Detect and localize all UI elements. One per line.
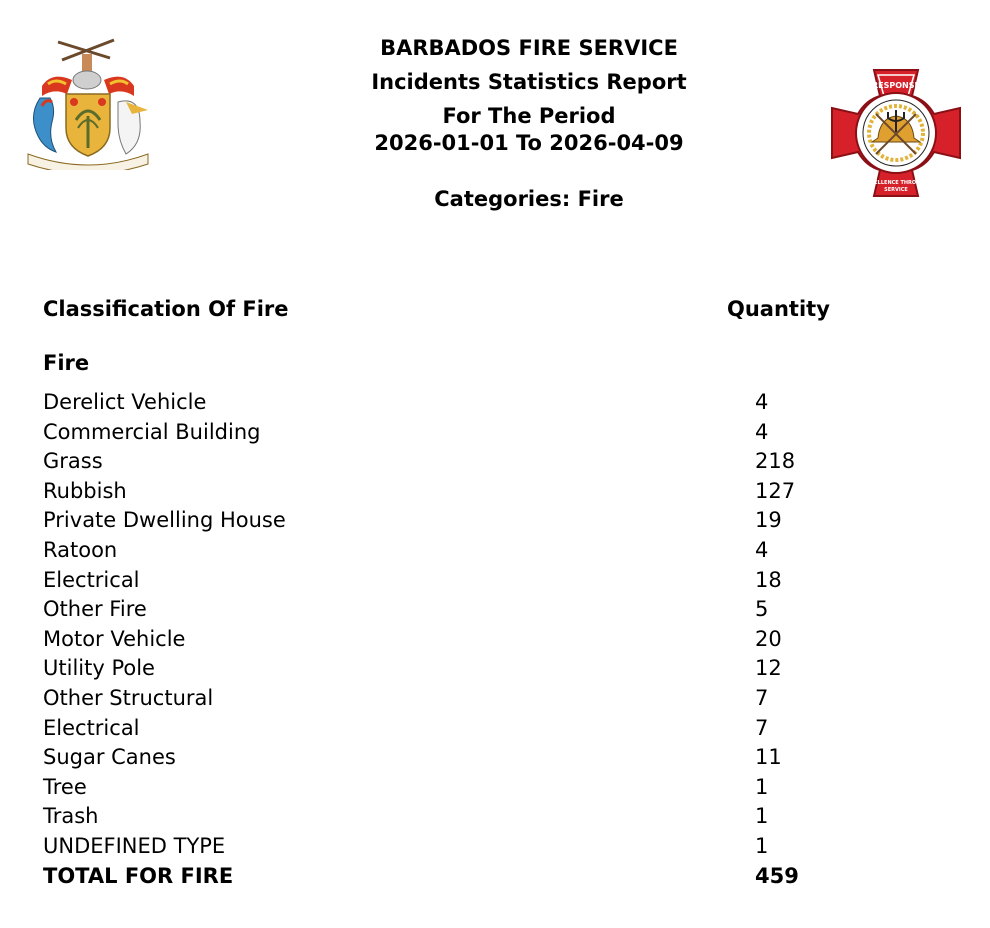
table-row bbox=[43, 479, 923, 509]
total-quantity: 459 bbox=[755, 863, 799, 888]
fire-service-badge-icon bbox=[828, 66, 964, 200]
report-title: Incidents Statistics Report bbox=[371, 70, 687, 94]
svg-text:RESPONSE: RESPONSE bbox=[872, 81, 920, 90]
row-label: Grass bbox=[43, 449, 103, 474]
table-row bbox=[43, 656, 923, 686]
row-label: Electrical bbox=[43, 567, 140, 592]
row-label: Other Structural bbox=[43, 685, 214, 710]
column-header-quantity: Quantity bbox=[727, 297, 830, 321]
row-quantity: 127 bbox=[755, 478, 796, 503]
row-label: Ratoon bbox=[43, 537, 118, 562]
row-quantity: 1 bbox=[755, 833, 769, 858]
total-row bbox=[43, 864, 923, 894]
row-label: Electrical bbox=[43, 715, 140, 740]
table-row bbox=[43, 568, 923, 598]
row-quantity: 218 bbox=[755, 449, 796, 474]
row-label: Sugar Canes bbox=[43, 745, 176, 770]
group-title: Fire bbox=[43, 351, 90, 375]
table-row bbox=[43, 834, 923, 864]
row-quantity: 7 bbox=[755, 715, 769, 740]
fire-classification-table bbox=[43, 297, 923, 888]
table-header bbox=[43, 297, 923, 327]
table-row bbox=[43, 597, 923, 627]
column-header-classification: Classification Of Fire bbox=[43, 297, 289, 321]
row-label: Derelict Vehicle bbox=[43, 390, 207, 414]
org-name: BARBADOS FIRE SERVICE bbox=[380, 36, 678, 60]
table-row bbox=[43, 686, 923, 716]
row-quantity: 1 bbox=[755, 804, 769, 829]
total-label: TOTAL FOR FIRE bbox=[43, 863, 234, 888]
row-label: Tree bbox=[43, 774, 87, 799]
row-label: Rubbish bbox=[43, 478, 127, 503]
table-row bbox=[43, 508, 923, 538]
row-quantity: 4 bbox=[755, 537, 769, 562]
table-row bbox=[43, 449, 923, 479]
table-row bbox=[43, 627, 923, 657]
row-quantity: 5 bbox=[755, 597, 769, 622]
row-quantity: 4 bbox=[755, 419, 769, 444]
table-row bbox=[43, 538, 923, 568]
table-row bbox=[43, 804, 923, 834]
period-label: For The Period bbox=[442, 104, 616, 128]
row-label: Other Fire bbox=[43, 597, 147, 622]
row-label: Motor Vehicle bbox=[43, 626, 186, 651]
svg-text:EXCELLENCE THROUGH: EXCELLENCE THROUGH bbox=[863, 180, 929, 186]
categories-label: Categories: Fire bbox=[434, 187, 624, 211]
table-row bbox=[43, 390, 923, 420]
row-quantity: 19 bbox=[755, 508, 782, 533]
row-quantity: 1 bbox=[755, 774, 769, 799]
table-row bbox=[43, 420, 923, 450]
table-row bbox=[43, 716, 923, 746]
row-quantity: 11 bbox=[755, 745, 782, 770]
table-row bbox=[43, 775, 923, 805]
row-label: Commercial Building bbox=[43, 419, 261, 444]
row-label: UNDEFINED TYPE bbox=[43, 833, 226, 858]
row-quantity: 20 bbox=[755, 626, 782, 651]
row-quantity: 18 bbox=[755, 567, 782, 592]
report-header bbox=[0, 0, 990, 230]
period-range: 2026-01-01 To 2026-04-09 bbox=[374, 131, 684, 155]
svg-text:SERVICE: SERVICE bbox=[884, 187, 908, 193]
row-label: Utility Pole bbox=[43, 656, 155, 681]
row-label: Trash bbox=[43, 804, 99, 829]
row-quantity: 4 bbox=[755, 390, 769, 414]
table-row bbox=[43, 745, 923, 775]
table-body bbox=[43, 390, 923, 894]
row-quantity: 12 bbox=[755, 656, 782, 681]
row-label: Private Dwelling House bbox=[43, 508, 286, 533]
row-quantity: 7 bbox=[755, 685, 769, 710]
